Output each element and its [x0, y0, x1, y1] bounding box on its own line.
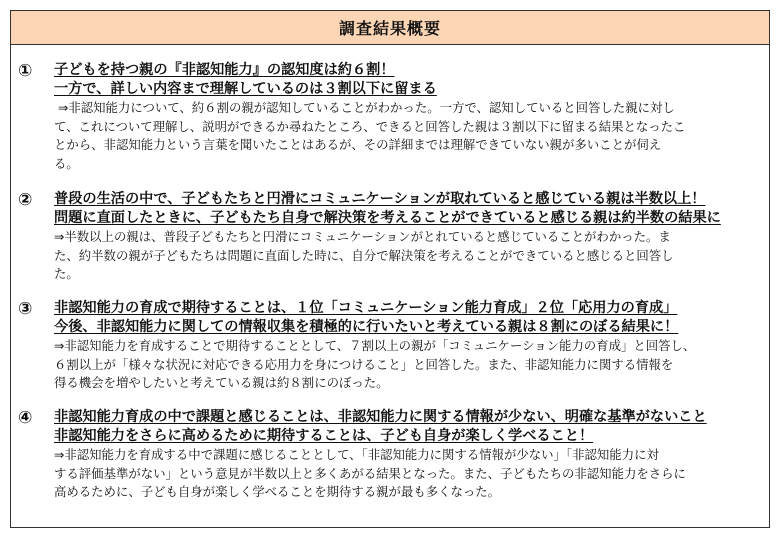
- summary-frame: [10, 10, 770, 528]
- headline-line: 問題に直面したときに、子どもたち自身で解決策を考えることができていると感じる親は約半数の結果に: [54, 210, 721, 226]
- body-line: て、これについて理解し、説明ができるか尋ねたところ、できると回答した親は３割以下に留まる結果となったこ: [54, 118, 686, 134]
- section-number: ④: [18, 408, 33, 428]
- section-headline: [54, 408, 766, 446]
- body-line: ⇒非認知能力について、約６割の親が認知していることがわかった。一方で、認知していると回答した親に対し: [58, 100, 675, 115]
- body-line: 高めるために、子ども自身が楽しく学べることを期待する親が最も多くなった。: [54, 484, 501, 499]
- section-body: [54, 446, 766, 502]
- body-line: する評価基準がない」という意見が半数以上と多くあがる結果となった。また、子どもたちの非認知能力をさらに: [54, 465, 686, 481]
- body-line: ⇒非認知能力を育成することで期待することとして、７割以上の親が「コミュニケーション能力の育成」と回答し、: [54, 338, 696, 353]
- section-headline: [54, 299, 766, 337]
- headline-line: 今後、非認知能力に関しての情報収集を積極的に行いたいと考えている親は８割にのぼる結果に！: [54, 319, 679, 335]
- body-line: た、約半数の親が子どもたちは問題に直面した時に、自分で解決策を考えることができていると感じると回答し: [54, 247, 674, 263]
- headline-line: 子どもを持つ親の『非認知能力』の認知度は約６割！: [54, 62, 395, 78]
- section-headline: [54, 190, 766, 228]
- section-body: [54, 228, 766, 284]
- headline-line: 非認知能力育成の中で課題と感じることは、非認知能力に関する情報が少ない、明確な基準がないこと: [54, 409, 707, 425]
- section-number: ①: [18, 61, 33, 81]
- section-body: [54, 99, 766, 173]
- body-line: る。: [54, 155, 79, 171]
- body-line: ６割以上が「様々な状況に対応できる応用力を身につけること」と回答した。また、非認知能力に関する情報を: [54, 356, 674, 372]
- body-line: た。: [54, 266, 79, 281]
- headline-line: 普段の生活の中で、子どもたちと円滑にコミュニケーションが取れていると感じている親は半数以上！: [54, 191, 706, 207]
- body-line: とから、非認知能力という言葉を聞いたことはあるが、その詳細までは理解できていない親が多いことが伺え: [54, 137, 662, 152]
- section-number: ③: [18, 299, 33, 319]
- body-line: ⇒半数以上の親は、普段子どもたちと円滑にコミュニケーションがとれていると感じていることがわかった。ま: [54, 229, 671, 244]
- page-title: 調査結果概要: [338, 19, 441, 38]
- section-body: [54, 337, 766, 393]
- title-bar: [11, 11, 769, 45]
- body-line: 得る機会を増やしたいと考えている親は約８割にのぼった。: [54, 375, 389, 390]
- headline-line: 非認知能力の育成で期待することは、１位「コミュニケーション能力育成」２位「応用力の育成」: [54, 300, 678, 316]
- body-line: ⇒非認知能力を育成する中で課題に感じることとして、「非認知能力に関する情報が少ない」「非認知能力に対: [54, 447, 659, 462]
- section-number: ②: [18, 190, 33, 210]
- headline-line: 一方で、詳しい内容まで理解しているのは３割以下に留まる: [54, 81, 437, 97]
- section-headline: [54, 61, 766, 99]
- headline-line: 非認知能力をさらに高めるために期待することは、子ども自身が楽しく学べること！: [54, 428, 594, 444]
